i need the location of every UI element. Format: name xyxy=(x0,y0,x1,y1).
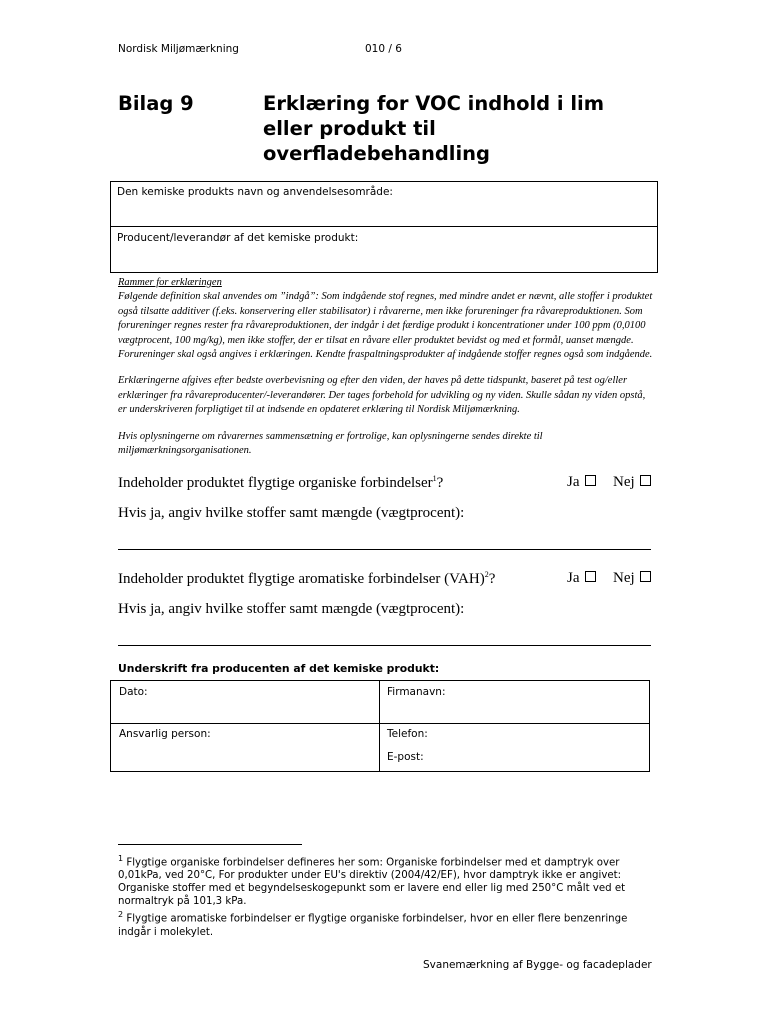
product-name-field[interactable] xyxy=(117,200,649,222)
product-name-label: Den kemiske produkts navn og anvendelsesområde: xyxy=(117,186,393,198)
signature-heading: Underskrift fra producenten af det kemiske produkt: xyxy=(118,662,440,675)
footnote-line: normaltryk på 101,3 kPa. xyxy=(118,896,247,908)
producer-field[interactable] xyxy=(117,246,649,268)
text-line: Følgende definition skal anvendes om ”indgå”: Som indgående stof regnes, med mindre andet er nævnt, alle stoffer i produktet xyxy=(118,291,653,303)
yes-checkbox[interactable] xyxy=(585,571,596,582)
footnote-number: 2 xyxy=(118,910,124,920)
product-info-box xyxy=(110,181,658,273)
company-field[interactable] xyxy=(387,701,639,719)
footnote-line: Flygtige aromatiske forbindelser er flygtige organiske forbindelser, hvor en eller flere benzenringe xyxy=(126,913,628,925)
answer-yes-vah[interactable] xyxy=(567,570,596,587)
no-label: Nej xyxy=(613,474,635,490)
footnote-line: 0,01kPa, ved 20°C, For produkter under EU's direktiv (2004/42/EF), hvor damptryk ikke er angivet: xyxy=(118,870,622,882)
no-checkbox[interactable] xyxy=(640,475,651,486)
question-text: Indeholder produktet flygtige aromatiske forbindelser (VAH) xyxy=(118,571,485,587)
signature-box xyxy=(110,680,650,772)
header-doc-ref: 010 / 6 xyxy=(365,43,402,55)
page-footer: Svanemærkning af Bygge- og facadeplader xyxy=(423,959,652,971)
title-line-3: overfladebehandling xyxy=(263,142,491,165)
footnote-ref: 1 xyxy=(432,474,437,483)
text-line: Forureninger skal også angives i erklæringen. Kendte fraspaltningsprodukter af indgående stoffer regnes også som indgående. xyxy=(118,349,653,361)
text-line: Hvis oplysningerne om råvarernes sammensætning er fortrolige, kan oplysningerne sendes direkte til xyxy=(118,430,543,442)
yes-checkbox[interactable] xyxy=(585,475,596,486)
question-vah xyxy=(118,570,495,588)
text-line: erklæringer fra råvareproducenter/-leverandører. Der tages forbehold for udvikling og ny viden. Skulle sådan ny viden opstå, xyxy=(118,389,646,401)
footnote-ref: 2 xyxy=(484,570,489,579)
title-line-1: Erklæring for VOC indhold i lim xyxy=(263,92,605,115)
text-line: vægtprocent, 100 mg/kg), men ikke stoffer, der er tilsat en råvare eller produktet bevidst og med et formål, uanset mængde. xyxy=(118,334,634,346)
title-line-2: eller produkt til xyxy=(263,117,436,140)
framework-para-2 xyxy=(118,374,658,417)
responsible-field[interactable] xyxy=(119,743,371,767)
footnote-line: Flygtige organiske forbindelser defineres her som: Organiske forbindelser med et damptryk over xyxy=(126,857,620,869)
responsible-label: Ansvarlig person: xyxy=(119,728,211,740)
footnote-number: 1 xyxy=(118,854,124,863)
yes-label: Ja xyxy=(567,474,580,490)
text-line: er underskriveren forpligtiget til at indsende en opdateret erklæring til Nordisk Miljømærkning. xyxy=(118,404,520,416)
question-suffix: ? xyxy=(488,571,496,587)
answer-line-vah[interactable] xyxy=(118,645,651,646)
framework-section xyxy=(118,276,658,458)
question-suffix: ? xyxy=(436,475,444,491)
footnote-1 xyxy=(118,852,658,908)
answer-yes-voc[interactable] xyxy=(567,474,596,491)
text-line: Erklæringerne afgives efter bedste overbevisning og efter den viden, der haves på dette tidspunkt, baseret på test og/eller xyxy=(118,375,628,387)
answer-no-vah[interactable] xyxy=(613,570,651,587)
no-label: Nej xyxy=(613,570,635,586)
question-text: Indeholder produktet flygtige organiske forbindelser xyxy=(118,475,433,491)
framework-heading: Rammer for erklæringen xyxy=(118,277,222,288)
page-title xyxy=(263,91,604,166)
date-label: Dato: xyxy=(119,686,148,698)
footnote-line: Organiske stoffer med et begyndelseskogepunkt som er lavere end eller lig med 250°C målt ved et xyxy=(118,883,626,895)
footnote-line: indgår i molekylet. xyxy=(118,926,214,938)
followup-voc: Hvis ja, angiv hvilke stoffer samt mængde (vægtprocent): xyxy=(118,505,465,521)
answer-line-voc[interactable] xyxy=(118,549,651,550)
answer-no-voc[interactable] xyxy=(613,474,651,491)
footnotes xyxy=(118,852,658,939)
text-line: også tilsatte additiver (f.eks. konservering eller stabilisator) i råvarerne, men ikke forureninger fra råvareproduktionen. Som xyxy=(118,305,643,317)
no-checkbox[interactable] xyxy=(640,571,651,582)
followup-vah: Hvis ja, angiv hvilke stoffer samt mængde (vægtprocent): xyxy=(118,601,465,617)
question-voc xyxy=(118,474,443,492)
text-line: miljømærkningsorganisationen. xyxy=(118,445,252,457)
box-divider xyxy=(111,226,657,227)
footnote-separator xyxy=(118,844,302,845)
phone-label: Telefon: xyxy=(387,728,428,740)
producer-label: Producent/leverandør af det kemiske produkt: xyxy=(117,232,359,244)
column-divider xyxy=(379,681,380,771)
framework-para-3 xyxy=(118,430,658,459)
row-divider xyxy=(111,723,649,724)
date-field[interactable] xyxy=(119,701,371,719)
company-label: Firmanavn: xyxy=(387,686,446,698)
framework-para-1 xyxy=(118,290,658,362)
appendix-label: Bilag 9 xyxy=(118,92,194,115)
text-line: forureninger regnes rester fra råvareproduktionen, der indgår i det færdige produkt i koncentrationer under 100 ppm (0,0100 xyxy=(118,320,646,332)
footnote-2 xyxy=(118,908,658,938)
header-org: Nordisk Miljømærkning xyxy=(118,43,239,55)
email-label: E-post: xyxy=(387,751,424,763)
yes-label: Ja xyxy=(567,570,580,586)
